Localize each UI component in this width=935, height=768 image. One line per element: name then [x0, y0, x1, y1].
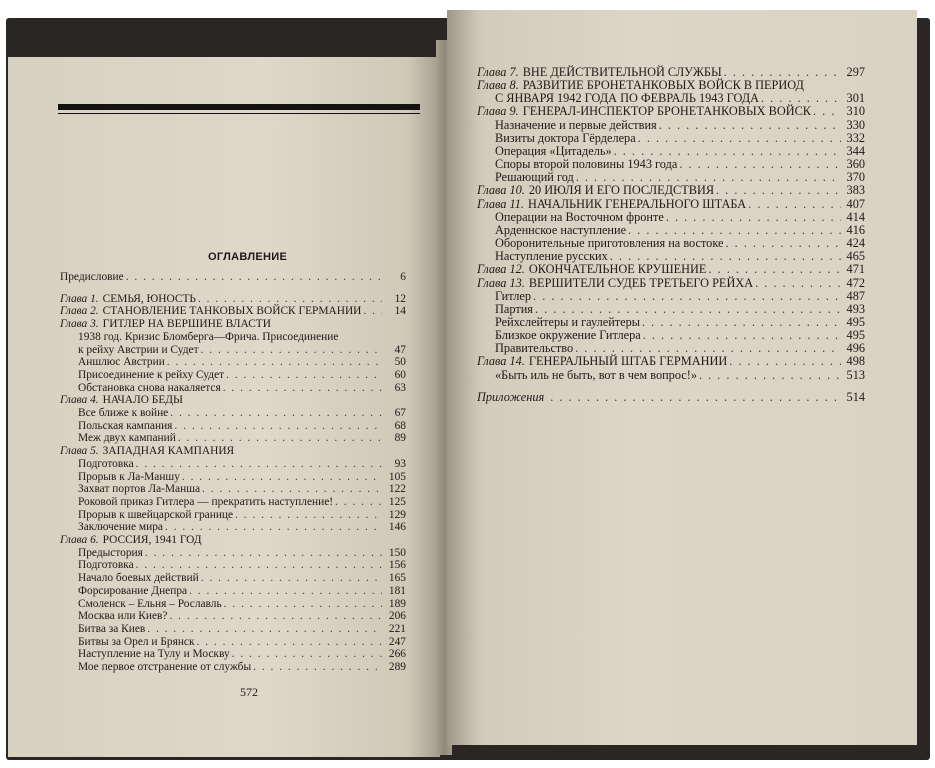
entry-title: Подготовка — [78, 457, 134, 470]
entry-page-number: 14 — [394, 305, 406, 318]
toc-subentry — [60, 344, 406, 357]
entry-title: ГЕНЕРАЛЬНЫЙ ШТАБ ГЕРМАНИИ — [528, 354, 728, 369]
dot-leader — [729, 355, 841, 368]
entry-title: Смоленск – Ельня – Рославль — [78, 597, 222, 610]
contents-heading: ОГЛАВЛЕНИЕ — [208, 251, 288, 263]
toc-chapter-entry — [60, 318, 406, 331]
dot-leader — [253, 661, 382, 674]
dot-leader — [708, 263, 841, 276]
dot-leader — [535, 303, 841, 316]
entry-page-number: 247 — [388, 635, 406, 648]
toc-subentry — [60, 369, 406, 382]
entry-title: Меж двух кампаний — [78, 432, 176, 445]
toc-subentry — [60, 547, 406, 560]
entry-page-number: 344 — [846, 143, 865, 158]
right-page — [447, 10, 917, 745]
toc-subentry — [60, 521, 406, 534]
entry-page-number: 122 — [388, 483, 406, 496]
toc-subentry — [60, 598, 406, 611]
chapter-prefix: Глава 5. — [60, 445, 99, 458]
dot-leader — [197, 636, 382, 649]
dot-leader — [126, 271, 382, 284]
dot-leader — [165, 521, 382, 534]
entry-title: Битва за Киев — [78, 622, 146, 635]
dot-leader — [363, 305, 382, 318]
entry-page-number: 416 — [846, 222, 865, 237]
entry-title: РОССИЯ, 1941 ГОД — [102, 534, 202, 547]
dot-leader — [167, 356, 382, 369]
entry-title: Присоединение к рейху Судет — [78, 368, 225, 381]
dot-leader — [189, 585, 382, 598]
entry-title: Предыстория — [78, 546, 143, 559]
dot-leader — [550, 391, 841, 404]
entry-page-number: 465 — [846, 249, 865, 264]
entry-page-number: 472 — [846, 275, 865, 290]
toc-chapter-entry — [477, 391, 865, 404]
toc-chapter-entry — [477, 355, 865, 368]
page-number: 572 — [240, 685, 258, 699]
entry-title: Наступление на Тулу и Москву — [78, 648, 230, 661]
entry-title: Все ближе к войне — [78, 407, 169, 420]
chapter-prefix: Глава 9. — [477, 104, 519, 119]
entry-page-number: 146 — [388, 521, 406, 534]
entry-page-number: 67 — [394, 407, 406, 420]
dot-leader — [725, 237, 841, 250]
toc-subentry — [60, 636, 406, 649]
entry-page-number: 370 — [846, 170, 865, 185]
dot-leader — [201, 344, 382, 357]
entry-title: ВНЕ ДЕЙСТВИТЕЛЬНОЙ СЛУЖБЫ — [522, 65, 722, 79]
toc-chapter-entry — [60, 271, 406, 284]
entry-title: Рейхслейтеры и гаулейтеры — [495, 314, 641, 329]
dot-leader — [182, 471, 382, 484]
entry-title: Заключение мира — [78, 521, 163, 534]
entry-title: Арденнское наступление — [495, 222, 627, 237]
entry-page-number: 360 — [846, 157, 865, 172]
entry-page-number: 495 — [846, 328, 865, 343]
toc-subentry — [60, 356, 406, 369]
entry-title: ЗАПАДНАЯ КАМПАНИЯ — [102, 445, 235, 458]
toc-subentry — [60, 432, 406, 445]
entry-page-number: 189 — [388, 597, 406, 610]
entry-title: Роковой приказ Гитлера — прекратить наступление! — [78, 495, 334, 508]
dot-leader — [638, 132, 841, 145]
entry-title: Форсирование Днепра — [78, 584, 188, 597]
entry-page-number: 513 — [846, 367, 865, 382]
dot-leader — [232, 648, 382, 661]
entry-title: Аншлюс Австрии — [78, 356, 165, 369]
entry-page-number: 47 — [394, 343, 406, 356]
entry-page-number: 221 — [388, 622, 406, 635]
entry-page-number: 105 — [388, 470, 406, 483]
entry-page-number: 125 — [388, 495, 406, 508]
dot-leader — [659, 119, 841, 132]
dot-leader — [198, 293, 382, 306]
chapter-prefix: Глава 11. — [477, 196, 524, 211]
entry-page-number: 498 — [846, 354, 865, 369]
toc-subentry — [60, 407, 406, 420]
chapter-prefix: Глава 12. — [477, 262, 525, 277]
entry-page-number: 297 — [846, 65, 865, 79]
toc-subentry — [60, 648, 406, 661]
chapter-prefix: Глава 10. — [477, 183, 525, 198]
toc-chapter-entry — [60, 534, 406, 547]
toc-subentry — [60, 585, 406, 598]
entry-page-number: 471 — [846, 262, 865, 277]
dot-leader — [699, 369, 841, 382]
entry-title: Обстановка снова накаляется — [78, 381, 221, 394]
toc-chapter-entry — [477, 198, 865, 211]
entry-title: 1938 год. Кризис Бломберга—Фрича. Присоединение — [78, 330, 339, 343]
dot-leader — [224, 598, 382, 611]
toc-subentry — [477, 303, 865, 316]
entry-title: Партия — [495, 301, 533, 316]
toc-subentry — [60, 509, 406, 522]
dot-leader — [223, 382, 382, 395]
entry-page-number: 493 — [846, 301, 865, 316]
entry-page-number: 414 — [846, 209, 865, 224]
entry-page-number: 206 — [388, 610, 406, 623]
entry-title: 20 ИЮЛЯ И ЕГО ПОСЛЕДСТВИЯ — [528, 183, 715, 198]
dot-leader — [169, 610, 382, 623]
header-rule-thin — [58, 113, 420, 114]
toc-subentry — [60, 572, 406, 585]
chapter-prefix: Глава 4. — [60, 394, 99, 407]
toc-subentry — [60, 420, 406, 433]
entry-title: Правительство — [495, 341, 574, 356]
left-toc-list — [60, 271, 406, 674]
dot-leader — [145, 547, 382, 560]
entry-page-number: 60 — [394, 368, 406, 381]
entry-page-number: 68 — [394, 419, 406, 432]
entry-page-number: 310 — [846, 104, 865, 119]
entry-page-number: 487 — [846, 288, 865, 303]
dot-leader — [235, 509, 382, 522]
entry-title: Подготовка — [78, 559, 134, 572]
toc-subentry — [60, 458, 406, 471]
entry-page-number: 514 — [846, 389, 865, 404]
dot-leader — [716, 184, 841, 197]
entry-page-number: 181 — [388, 584, 406, 597]
entry-page-number: 150 — [388, 546, 406, 559]
entry-page-number: 266 — [388, 648, 406, 661]
entry-page-number: 330 — [846, 117, 865, 132]
entry-title: Споры второй половины 1943 года — [495, 157, 678, 172]
toc-subentry — [60, 610, 406, 623]
toc-subentry — [60, 623, 406, 636]
chapter-prefix: Глава 1. — [60, 292, 99, 305]
dot-leader — [643, 329, 841, 342]
chapter-prefix: Глава 6. — [60, 534, 99, 547]
entry-title: Москва или Киев? — [78, 610, 168, 623]
dot-leader — [748, 198, 841, 211]
entry-title: С ЯНВАРЯ 1942 ГОДА ПО ФЕВРАЛЬ 1943 ГОДА — [495, 91, 759, 106]
dot-leader — [170, 407, 382, 420]
dot-leader — [335, 496, 382, 509]
header-rule-thick — [58, 104, 420, 110]
dot-leader — [178, 432, 382, 445]
left-page — [8, 57, 440, 757]
entry-title: ГЕНЕРАЛ-ИНСПЕКТОР БРОНЕТАНКОВЫХ ВОЙСК — [522, 104, 812, 119]
toc-chapter-entry — [477, 263, 865, 276]
entry-page-number: 156 — [388, 559, 406, 572]
page-shadow — [447, 10, 477, 745]
toc-subentry — [60, 496, 406, 509]
toc-chapter-entry — [477, 105, 865, 118]
entry-page-number: 89 — [394, 432, 406, 445]
toc-subentry — [477, 132, 865, 145]
toc-subentry — [60, 331, 406, 344]
right-toc-list — [477, 66, 865, 404]
entry-page-number: 12 — [394, 292, 406, 305]
toc-chapter-entry — [60, 293, 406, 306]
entry-title: НАЧАЛО БЕДЫ — [102, 394, 183, 407]
entry-page-number: 93 — [394, 457, 406, 470]
entry-title: СТАНОВЛЕНИЕ ТАНКОВЫХ ВОЙСК ГЕРМАНИИ — [102, 305, 362, 318]
toc-subentry — [477, 119, 865, 132]
entry-page-number: 332 — [846, 130, 865, 145]
entry-title: Операция «Цитадель» — [495, 143, 612, 158]
chapter-prefix: Глава 13. — [477, 275, 525, 290]
dot-leader — [147, 623, 382, 636]
toc-chapter-entry — [60, 445, 406, 458]
entry-page-number: 165 — [388, 572, 406, 585]
toc-chapter-entry — [477, 184, 865, 197]
toc-chapter-entry — [60, 394, 406, 407]
toc-subentry — [477, 290, 865, 303]
entry-page-number: 129 — [388, 508, 406, 521]
chapter-prefix: Глава 2. — [60, 305, 99, 318]
entry-title: Назначение и первые действия — [495, 117, 657, 132]
entry-title: Наступление русских — [495, 249, 608, 264]
chapter-prefix: Глава 14. — [477, 354, 525, 369]
entry-title: Захват портов Ла-Манша — [78, 483, 201, 496]
dot-leader — [666, 211, 841, 224]
entry-title: Начало боевых действий — [78, 572, 199, 585]
entry-title: Визиты доктора Гёрделера — [495, 130, 636, 145]
toc-chapter-entry — [477, 277, 865, 290]
dot-leader — [813, 105, 841, 118]
toc-subentry — [60, 471, 406, 484]
entry-title: ГИТЛЕР НА ВЕРШИНЕ ВЛАСТИ — [102, 318, 271, 331]
dot-leader — [174, 420, 382, 433]
entry-title: Битвы за Орел и Брянск — [78, 635, 195, 648]
entry-title: Польская кампания — [78, 419, 173, 432]
entry-page-number: 424 — [846, 236, 865, 251]
entry-title: Операции на Восточном фронте — [495, 209, 664, 224]
entry-title: к рейху Австрии и Судет — [78, 343, 199, 356]
entry-title: Предисловие — [60, 271, 124, 283]
entry-title: ОКОНЧАТЕЛЬНОЕ КРУШЕНИЕ — [528, 262, 707, 277]
entry-page-number: 495 — [846, 314, 865, 329]
dot-leader — [226, 369, 382, 382]
entry-title: Мое первое отстранение от службы — [78, 661, 252, 674]
dot-leader — [136, 458, 382, 471]
entry-page-number: 383 — [846, 183, 865, 198]
entry-title: Близкое окружение Гитлера — [495, 328, 641, 343]
chapter-prefix: Глава 7. — [477, 65, 519, 79]
entry-page-number: 63 — [394, 381, 406, 394]
entry-title: СЕМЬЯ, ЮНОСТЬ — [102, 292, 196, 305]
toc-subentry — [60, 559, 406, 572]
entry-title: ВЕРШИТЕЛИ СУДЕБ ТРЕТЬЕГО РЕЙХА — [528, 275, 754, 290]
entry-title: Прорыв к швейцарской границе — [78, 508, 234, 521]
chapter-prefix: Приложения — [477, 389, 545, 404]
entry-page-number: 50 — [394, 356, 406, 369]
entry-title: Решающий год — [495, 170, 574, 185]
dot-leader — [642, 316, 841, 329]
entry-page-number: 407 — [846, 196, 865, 211]
toc-chapter-entry — [60, 305, 406, 318]
toc-subentry — [477, 211, 865, 224]
dot-leader — [201, 572, 382, 585]
entry-page-number: 6 — [400, 271, 406, 283]
chapter-prefix: Глава 8. — [477, 78, 519, 93]
chapter-prefix: Глава 3. — [60, 318, 99, 331]
entry-title: Оборонительные приготовления на востоке — [495, 236, 724, 251]
dot-leader — [202, 483, 382, 496]
toc-subentry — [60, 483, 406, 496]
dot-leader — [679, 158, 841, 171]
entry-page-number: 496 — [846, 341, 865, 356]
entry-title: Гитлер — [495, 288, 532, 303]
dot-leader — [136, 559, 382, 572]
toc-subentry — [477, 369, 865, 382]
toc-subentry — [60, 382, 406, 395]
entry-title: Прорыв к Ла-Маншу — [78, 470, 180, 483]
dot-leader — [755, 277, 841, 290]
toc-subentry — [60, 661, 406, 674]
entry-title: НАЧАЛЬНИК ГЕНЕРАЛЬНОГО ШТАБА — [527, 196, 747, 211]
entry-page-number: 301 — [846, 91, 865, 106]
entry-title: «Быть иль не быть, вот в чем вопрос!» — [495, 367, 697, 382]
dot-leader — [533, 290, 841, 303]
entry-title: РАЗВИТИЕ БРОНЕТАНКОВЫХ ВОЙСК В ПЕРИОД — [522, 78, 804, 93]
entry-page-number: 289 — [388, 661, 406, 674]
